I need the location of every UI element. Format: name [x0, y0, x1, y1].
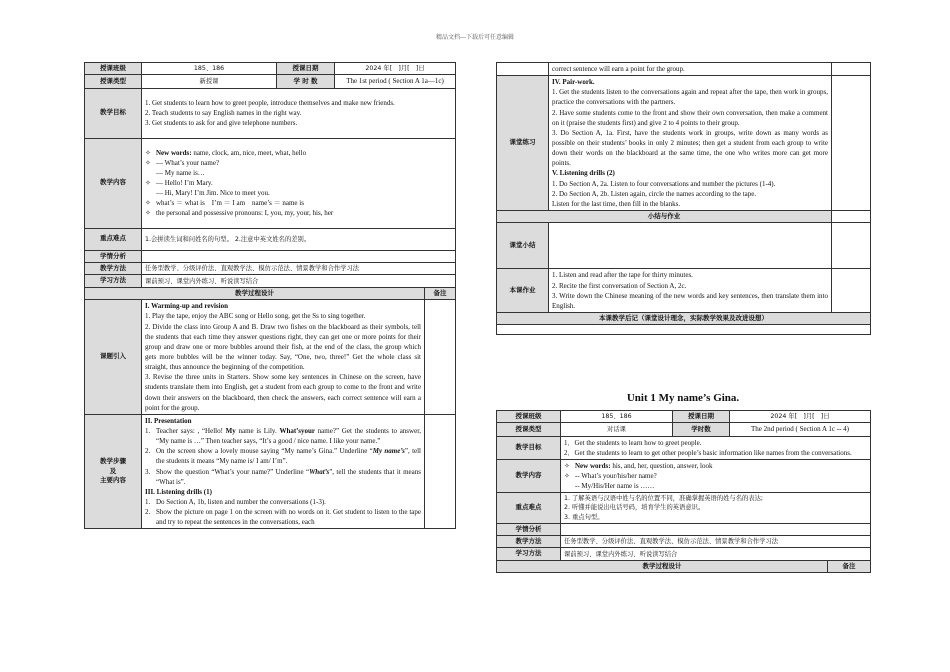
label-key: 重点难点 [85, 228, 142, 250]
content-item: ✧ — What’s your name? [145, 158, 220, 167]
content-item: -- My/His/Her name is …… [575, 482, 655, 491]
label-analysis: 学情分析 [85, 250, 142, 262]
label-study: 学习方法 [497, 548, 561, 560]
section-heading: V. Listening drills (2) [552, 169, 615, 178]
goal-item: 2. Teach students to say English names in the right way. [145, 108, 302, 117]
step-item: 1. Teacher says: , “Hello! My name is Lily. What’syour name?” Get the students to answer, “My name is …” Then teacher says, “It’s a good / nice name. I like your name.” [145, 426, 421, 446]
page-header: 精品文档---下载后可任意编辑 [436, 35, 514, 41]
homework-item: 2. Recite the first conversation of Section A, 2c. [552, 281, 687, 290]
homework-content [549, 269, 832, 313]
label-class: 授课班级 [497, 411, 561, 423]
content-item: ✧ New words: name, clock, am, nice, meet, what, hello [145, 148, 307, 157]
lesson-plan-table-right [496, 62, 871, 335]
practice-item: 2. Do Section A, 2b. Listen again, circle the names according to the tape. [552, 189, 757, 198]
notes-cell [832, 269, 871, 313]
label-type: 授课类型 [85, 75, 142, 88]
label-notes: 备注 [425, 287, 456, 299]
value-class: 185、186 [142, 63, 277, 75]
value-date: 2024 年[ ]月[ ]日 [730, 411, 871, 423]
analysis-value [142, 250, 456, 262]
label-notes: 备注 [828, 560, 871, 572]
value-period: The 1st period ( Section A 1a—1c) [335, 75, 456, 88]
section-heading: IV. Pair-work. [552, 78, 595, 87]
goal-item: 3. Get students to ask for and give telephone numbers. [145, 119, 298, 128]
key-item: 1. 了解英语与汉语中姓与名的位置不同，准确掌握英语的姓与名的表达; [564, 495, 764, 503]
study-value: 课前预习、课堂内外练习、听说读写结合 [142, 275, 456, 287]
study-value: 课前预习、课堂内外练习、听说读写结合 [561, 548, 871, 560]
practice-item: 2. Have some students come to the front and show their own conversation, then make a comment on it (praise the students first) and give 2 to 4 points to their group. [552, 108, 828, 127]
goal-item: 2．Get the students to learn to get other people’s basic information like names from the conversations. [564, 448, 852, 457]
goals-list [142, 88, 456, 138]
value-period: The 2nd period ( Section A 1c -- 4) [730, 423, 871, 436]
label-key: 重点难点 [497, 493, 561, 523]
label-period: 学 时 数 [277, 75, 335, 88]
practice-content [549, 76, 832, 211]
homework-item: 1. Listen and read after the tape for thirty minutes. [552, 271, 693, 280]
step-item: 2. Show the picture on page 1 on the screen with no words on it. Get student to listen to the tape and try to repeat the sentences in the conversations, each [145, 508, 421, 527]
step-item: 2. On the screen show a lovely mouse saying “My name’s Gina.” Underline “My name’s”, tell the students it means “My name is/ I am/ I’m”. [145, 447, 422, 466]
continued-text: correct sentence will earn a point for the group. [549, 63, 832, 76]
homework-item: 3. Write down the Chinese meaning of the new words and key sentences, then translate them into English. [552, 291, 828, 310]
value-type: 新授课 [142, 75, 277, 88]
step-item: 3. Show the question “What’s your name?” Underline “What’s”, tell the students that it means “What is”. [145, 467, 421, 486]
practice-item: 1. Do Section A, 2a. Listen to four conversations and number the pictures (1-4). [552, 179, 776, 188]
notes-cell [832, 63, 871, 76]
key-item: 2. 听懂并能说出电话号码，培育学生的英语意识。 [564, 504, 705, 512]
label-date: 授课日期 [277, 63, 335, 75]
unit-title: Unit 1 My name’s Gina. [626, 392, 740, 404]
section-heading: II. Presentation [145, 416, 192, 425]
lesson-plan-table-left [84, 62, 456, 529]
notes-cell [832, 210, 871, 222]
analysis-value [561, 523, 871, 535]
notes-cell [425, 300, 456, 415]
label-afterword: 本课教学后记（课堂设计理念，实际教学效果及改进设想） [497, 312, 871, 324]
content-list [561, 459, 871, 492]
steps-content [142, 414, 425, 529]
key-item: 3. 重点句型。 [564, 513, 604, 521]
content-item: ✧ -- What’s your/his/her name? [564, 471, 657, 480]
key-points [561, 493, 871, 523]
intro-item: 3. Revise the three units in Starters. Show some key sentences in Chinese on the screen, have students translate them into English, get a student from each group to come to the front and write down their answers on the blackboard, then check the answers, each correct sentence will earn a point for the group. [145, 373, 421, 412]
intro-content [142, 300, 425, 415]
label-practice: 课堂练习 [497, 76, 549, 211]
section-heading: III. Listening drills (1) [145, 487, 212, 496]
label-content: 教学内容 [497, 459, 561, 492]
label-goals: 教学目标 [85, 88, 142, 138]
key-points: 1.会拼读生词和问姓名的句型。 2.注意中英文姓名的差别。 [142, 228, 456, 250]
label-intro: 课题引入 [85, 300, 142, 415]
label-design: 教学过程设计 [85, 287, 425, 299]
method-value: 任务型教学、分级评价法、直观教学法、模仿示范法、情景教学和合作学习法 [561, 536, 871, 548]
section-heading: I. Warming-up and revision [145, 302, 228, 311]
value-type: 对话课 [561, 423, 673, 436]
label-study: 学习方法 [85, 275, 142, 287]
label-date: 授课日期 [673, 411, 730, 423]
label-content: 教学内容 [85, 138, 142, 228]
content-item: — Hi, Mary! I’m Jim. Nice to meet you. [156, 189, 270, 198]
intro-item: 1. Play the tape, enjoy the ABC song or Hello song, get the Ss to sing together. [145, 312, 366, 321]
summary-value [549, 223, 832, 269]
notes-cell [832, 76, 871, 211]
content-item: ✧ the personal and possessive pronouns: I, you, my, your, his, her [145, 209, 334, 218]
content-item: ✧ New words: his, and, her, question, answer, look [564, 461, 713, 470]
goals-list [561, 436, 871, 459]
content-list [142, 138, 456, 228]
practice-item: 1. Get the students listen to the conversations again and repeat after the tape, then work in groups, practice the conversations with the partners. [552, 88, 828, 107]
afterword-value [497, 325, 871, 335]
label-summary-homework: 小结与作业 [497, 210, 832, 222]
value-class: 185、186 [561, 411, 673, 423]
goal-item: 1. Get students to learn how to greet people, introduce themselves and make new friends. [145, 98, 395, 107]
label-goals: 教学目标 [497, 436, 561, 459]
label-method: 教学方法 [497, 536, 561, 548]
label-design: 教学过程设计 [497, 560, 828, 572]
lesson-plan-table-second [496, 410, 871, 573]
label-homework: 本课作业 [497, 269, 549, 313]
goal-item: 1．Get the students to learn how to greet people. [564, 438, 702, 447]
label-period: 学时数 [673, 423, 730, 436]
notes-cell [425, 414, 456, 529]
content-item: ✧ — Hello! I’m Mary. [145, 178, 213, 187]
notes-cell [832, 223, 871, 269]
label-class: 授课班级 [85, 63, 142, 75]
intro-item: 2. Divide the class into Group A and B. Draw two fishes on the blackboard as their symbols, tell the students that each time they answer questions right, they can get one or more points for their group and draw one or more bubbles around their fish, at the end of the class, the group which gets more bubbles will be the winner today. Say, “One, two, three!” Get the whole class sit straight, thus announce the beginning of the competition. [145, 322, 421, 372]
blank-label-cell [497, 63, 549, 76]
method-value: 任务型教学、分级评价法、直观教学法、模仿示范法、情景教学和合作学习法 [142, 262, 456, 274]
content-item: ✧ what’s ＝ what is I’m ＝ I am name’s ＝ name is [145, 199, 304, 208]
practice-item: 3. Do Section A, 1a. First, have the students work in groups, write down as many words as possible on their students’ books in only 2 minutes; then get a student from each group to write down their words on the blackboard at the same time, the one who writes more can get more points. [552, 128, 828, 168]
label-type: 授课类型 [497, 423, 561, 436]
label-summary: 课堂小结 [497, 223, 549, 269]
label-steps: 教学步骤 及 主要内容 [85, 414, 142, 529]
label-analysis: 学情分析 [497, 523, 561, 535]
step-item: 1. Do Section A, 1b, listen and number the conversations (1-3). [145, 497, 326, 506]
label-method: 教学方法 [85, 262, 142, 274]
value-date: 2024 年[ ]月[ ]日 [335, 63, 456, 75]
content-item: — My name is… [156, 168, 205, 177]
practice-item: Listen for the last time, then fill in the blanks. [552, 199, 681, 208]
